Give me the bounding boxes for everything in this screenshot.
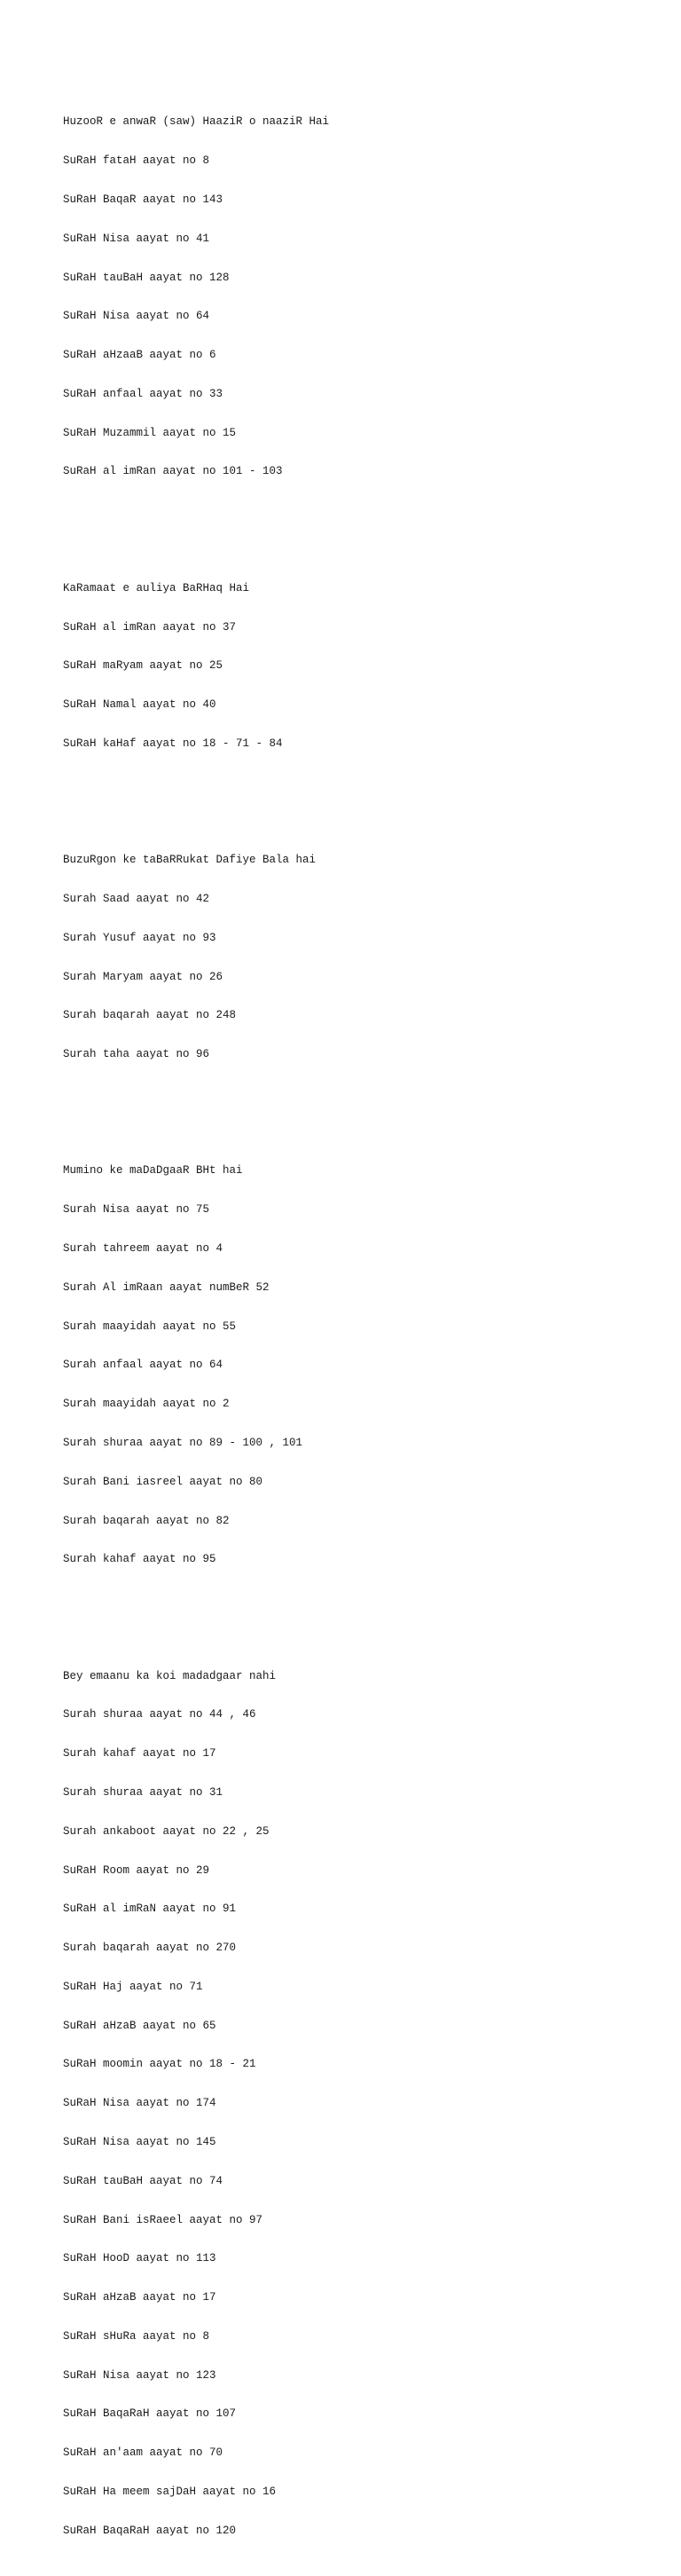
verse-reference: SuRaH Nisa aayat no 64 — [63, 310, 210, 323]
verse-reference: SuRaH Nisa aayat no 41 — [63, 232, 210, 245]
verse-reference: SuRaH aHzaaB aayat no 6 — [63, 349, 216, 362]
section-haazir-naazir — [63, 90, 329, 504]
verse-reference: Surah kahaf aayat no 95 — [63, 1553, 216, 1566]
verse-reference: SuRaH Room aayat no 29 — [63, 1863, 210, 1877]
document-page — [63, 64, 329, 2576]
verse-reference: Surah Al imRaan aayat numBeR 52 — [63, 1280, 270, 1294]
verse-reference: SuRaH Nisa aayat no 123 — [63, 2368, 216, 2382]
verse-reference: SuRaH Ha meem sajDaH aayat no 16 — [63, 2485, 277, 2499]
verse-reference: SuRaH BaqaRaH aayat no 107 — [63, 2407, 237, 2421]
section-heading: HuzooR e anwaR (saw) HaaziR o naaziR Hai — [63, 115, 330, 129]
verse-reference: SuRaH Bani isRaeel aayat no 97 — [63, 2213, 263, 2226]
verse-reference: SuRaH al imRaN aayat no 91 — [63, 1902, 237, 1916]
section-heading: Bey emaanu ka koi madadgaar nahi — [63, 1669, 277, 1682]
verse-reference: SuRaH fataH aayat no 8 — [63, 154, 210, 168]
verse-reference: Surah kahaf aayat no 17 — [63, 1747, 216, 1761]
verse-reference: SuRaH kaHaf aayat no 18 - 71 - 84 — [63, 737, 283, 750]
verse-reference: SuRaH aHzaB aayat no 65 — [63, 2019, 216, 2032]
verse-reference: SuRaH BaqaR aayat no 143 — [63, 193, 223, 206]
verse-reference: SuRaH BaqaRaH aayat no 120 — [63, 2524, 237, 2537]
section-tabarrukat — [63, 828, 329, 1087]
verse-reference: Surah baqarah aayat no 248 — [63, 1009, 237, 1022]
verse-reference: Surah Yusuf aayat no 93 — [63, 931, 216, 944]
verse-reference: Surah Nisa aayat no 75 — [63, 1203, 210, 1217]
section-bey-emaan — [63, 1643, 329, 2563]
verse-reference: Surah shuraa aayat no 89 - 100 , 101 — [63, 1436, 303, 1449]
verse-reference: Surah baqarah aayat no 82 — [63, 1514, 230, 1527]
verse-reference: Surah baqarah aayat no 270 — [63, 1942, 237, 1955]
section-madadgaar — [63, 1138, 329, 1592]
verse-reference: Surah Maryam aayat no 26 — [63, 970, 223, 983]
section-heading: Mumino ke maDaDgaaR BHt hai — [63, 1164, 243, 1178]
verse-reference: SuRaH anfaal aayat no 33 — [63, 387, 223, 400]
verse-reference: SuRaH aHzaB aayat no 17 — [63, 2291, 216, 2304]
verse-reference: SuRaH Muzammil aayat no 15 — [63, 426, 237, 439]
verse-reference: Surah Saad aayat no 42 — [63, 893, 210, 905]
verse-reference: Surah anfaal aayat no 64 — [63, 1359, 223, 1372]
verse-reference: Surah shuraa aayat no 44 , 46 — [63, 1708, 256, 1721]
verse-reference: SuRaH al imRan aayat no 37 — [63, 620, 237, 634]
verse-reference: SuRaH HooD aayat no 113 — [63, 2252, 216, 2265]
verse-reference: Surah maayidah aayat no 55 — [63, 1320, 237, 1333]
verse-reference: SuRaH sHuRa aayat no 8 — [63, 2329, 210, 2343]
verse-reference: Surah shuraa aayat no 31 — [63, 1785, 223, 1799]
verse-reference: Surah taha aayat no 96 — [63, 1048, 210, 1061]
verse-reference: Surah tahreem aayat no 4 — [63, 1242, 223, 1256]
verse-reference: SuRaH tauBaH aayat no 74 — [63, 2174, 223, 2187]
verse-reference: SuRaH Nisa aayat no 145 — [63, 2136, 216, 2148]
verse-reference: SuRaH Nisa aayat no 174 — [63, 2097, 216, 2110]
verse-reference: Surah maayidah aayat no 2 — [63, 1398, 230, 1411]
verse-reference: SuRaH moomin aayat no 18 - 21 — [63, 2058, 256, 2071]
verse-reference: SuRaH tauBaH aayat no 128 — [63, 271, 230, 284]
section-heading: KaRamaat e auliya BaRHaq Hai — [63, 581, 250, 595]
verse-reference: SuRaH Haj aayat no 71 — [63, 1980, 203, 1993]
verse-reference: Surah Bani iasreel aayat no 80 — [63, 1475, 263, 1488]
section-karamaat — [63, 556, 329, 776]
verse-reference: SuRaH al imRan aayat no 101 - 103 — [63, 465, 283, 478]
verse-reference: SuRaH Namal aayat no 40 — [63, 698, 216, 712]
verse-reference: Surah ankaboot aayat no 22 , 25 — [63, 1824, 270, 1838]
verse-reference: SuRaH maRyam aayat no 25 — [63, 659, 223, 673]
section-heading: BuzuRgon ke taBaRRukat Dafiye Bala hai — [63, 854, 317, 867]
verse-reference: SuRaH an'aam aayat no 70 — [63, 2446, 223, 2460]
